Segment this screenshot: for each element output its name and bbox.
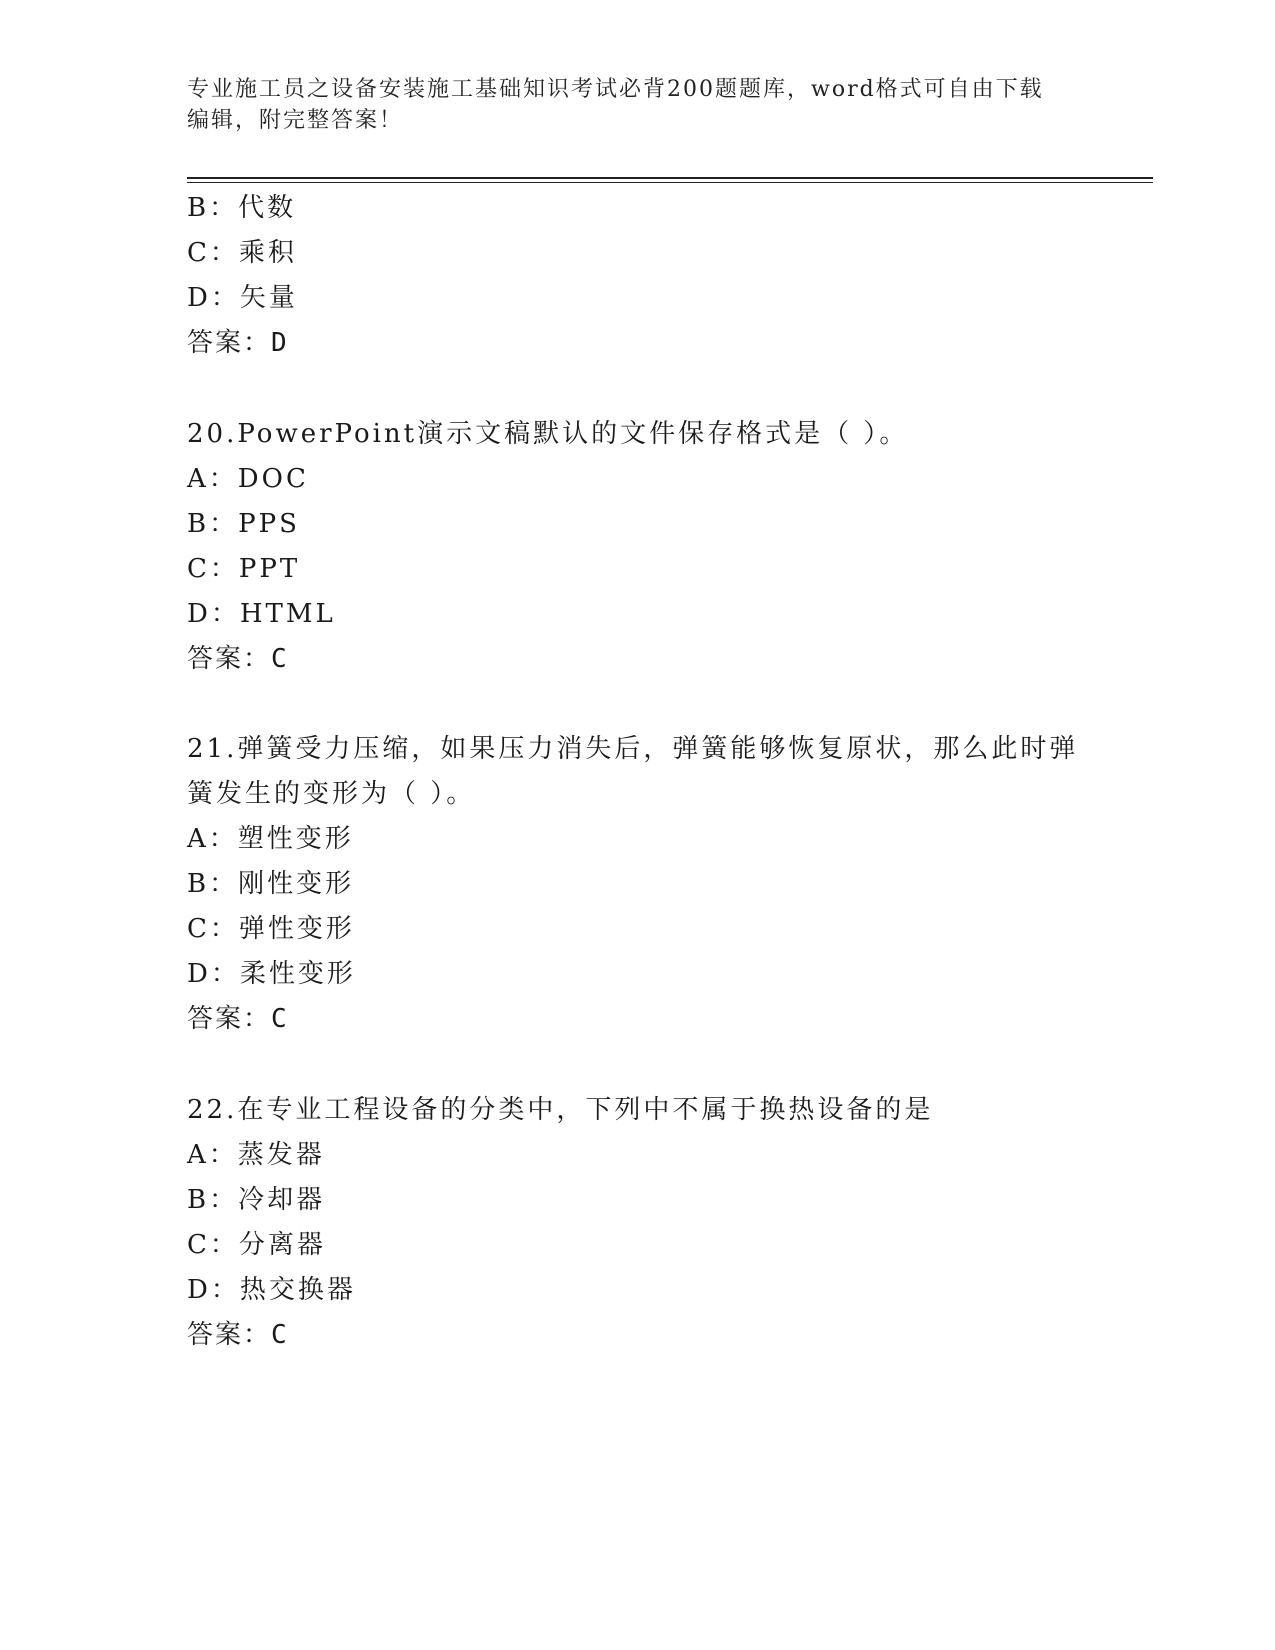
question-22-answer: 答案：C <box>187 1320 289 1350</box>
header-title-line-1: 专业施工员之设备安装施工基础知识考试必背200题题库，word格式可自由下载 <box>187 77 1044 102</box>
question-21-stem-line-1: 21.弹簧受力压缩，如果压力消失后，弹簧能够恢复原状，那么此时弹 <box>187 734 1079 764</box>
question-21-option-d: D：柔性变形 <box>187 959 356 989</box>
option-b: B：代数 <box>187 193 297 223</box>
option-d: D：矢量 <box>187 283 298 313</box>
answer: 答案：D <box>187 328 289 358</box>
question-21-answer: 答案：C <box>187 1004 289 1034</box>
question-21-option-a: A：塑性变形 <box>187 824 354 854</box>
question-20-option-a: A：DOC <box>187 464 309 494</box>
question-21-option-b: B：刚性变形 <box>187 869 355 899</box>
header-divider-thin <box>187 182 1153 183</box>
question-22-option-d: D：热交换器 <box>187 1275 356 1305</box>
question-21-stem-line-2: 簧发生的变形为（ ）。 <box>187 779 476 809</box>
question-22-option-a: A：蒸发器 <box>187 1140 325 1170</box>
question-20-option-c: C：PPT <box>187 554 301 584</box>
question-22-option-c: C：分离器 <box>187 1230 326 1260</box>
question-22-stem: 22.在专业工程设备的分类中，下列中不属于换热设备的是 <box>187 1095 934 1125</box>
option-c: C：乘积 <box>187 238 297 268</box>
question-22-option-b: B：冷却器 <box>187 1185 326 1215</box>
document-header <box>187 74 1067 136</box>
question-20-option-b: B：PPS <box>187 509 300 539</box>
question-20-answer: 答案：C <box>187 644 289 674</box>
question-20-stem: 20.PowerPoint演示文稿默认的文件保存格式是（ ）。 <box>187 419 909 449</box>
header-title-line-2: 编辑，附完整答案！ <box>187 108 404 133</box>
question-21-option-c: C：弹性变形 <box>187 914 355 944</box>
header-divider-thick <box>187 177 1153 179</box>
question-20-option-d: D：HTML <box>187 599 336 629</box>
